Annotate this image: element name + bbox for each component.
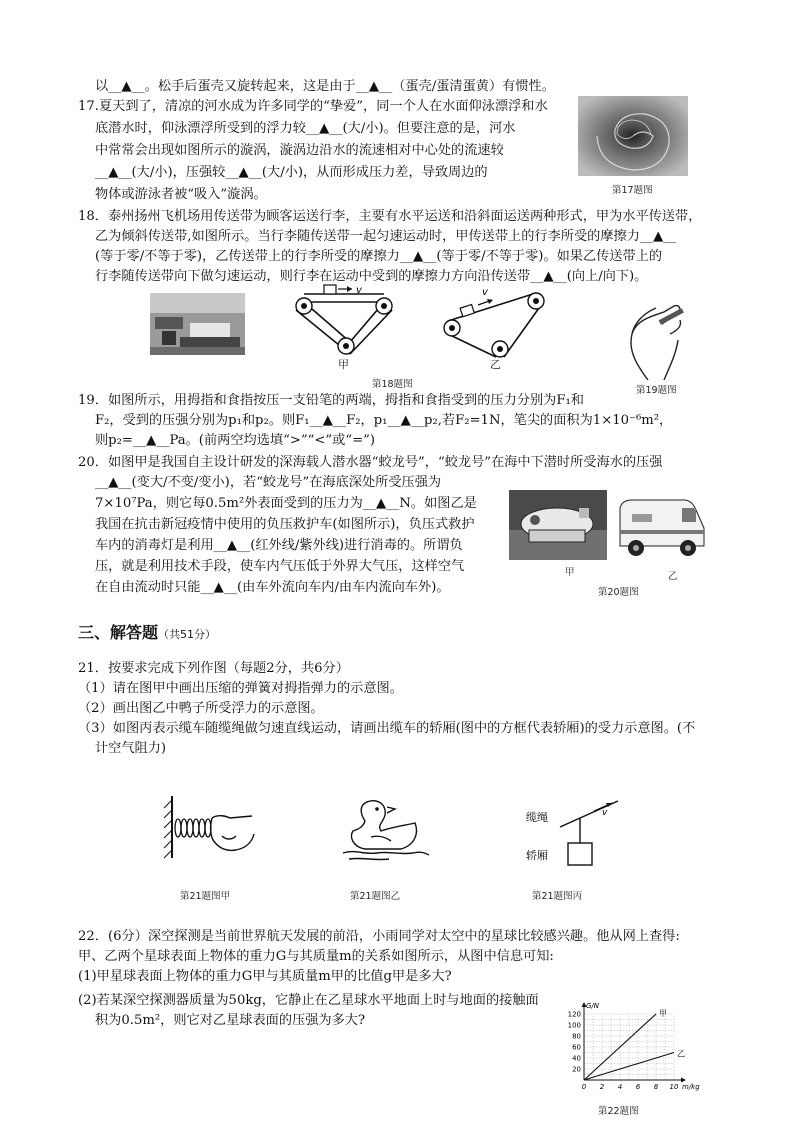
x-tick-label: 6 [635, 1083, 641, 1091]
q17-line: 17.夏天到了，清凉的河水成为许多同学的“挚爱”，同一个人在水面仰泳漂浮和水 [78, 99, 548, 114]
fig21-bing-caption: 第21题图丙 [532, 891, 583, 902]
q20-line: __▲__(变大/不变/变小)，若“蛟龙号”在海底深处所受压强为 [95, 475, 442, 490]
conveyor-jia-diagram [290, 282, 400, 364]
q16-continuation: 以__▲__。松手后蛋壳又旋转起来，这是由于__▲__（蛋壳/蛋清蛋黄）有惯性。 [95, 79, 555, 94]
g-m-chart [560, 998, 708, 1098]
fig21-yi-caption: 第21题图乙 [350, 891, 401, 902]
q22-line: (1)甲星球表面上物体的重力G甲与其质量m甲的比值g甲是多大? [78, 969, 452, 984]
q20-line: 7×10⁷Pa，则它每0.5m²外表面受到的压力为__▲__N。如图乙是 [95, 496, 477, 511]
q19-line: 则p₂=__▲__Pa。(前两空均选填“>”“<”或“=”) [95, 433, 376, 448]
q21-line: 计空气阻力) [95, 741, 167, 756]
q22-line: 积为0.5m²，则它对乙星球表面的压强为多大? [95, 1013, 366, 1028]
jiaolong-submersible-photo [509, 490, 607, 560]
q22-line: 甲、乙两个星球表面上物体的重力G与其质量m的关系如图所示，从图中信息可知: [78, 949, 554, 964]
q18-line: 乙为倾斜传送带,如图所示。当行李随传送带一起匀速运动时，甲传送带上的行李所受的摩擦力__▲__ [95, 229, 677, 244]
q17-line: 中常常会出现如图所示的漩涡，漩涡边沿水的流速相对中心处的流速较 [95, 143, 504, 158]
q21-line: （3）如图丙表示缆车随缆绳做匀速直线运动，请画出缆车的轿厢(图中的方框代表轿厢)的受力示意图。(不 [78, 721, 696, 736]
q20-line: 压，就是利用技术手段，使车内气压低于外界大气压，这样空气 [95, 559, 465, 574]
cable-label: 缆绳 [526, 811, 548, 824]
q19-line: 19．如图所示，用拇指和食指按压一支铅笔的两端，拇指和食指受到的压力分别为F₁和 [78, 393, 584, 408]
section-title [78, 620, 216, 643]
q20-line: 20．如图甲是我国自主设计研发的深海载人潜水器“蛟龙号”，“蛟龙号”在海中下潜时所受海水的压强 [78, 455, 663, 470]
y-tick-label: 100 [567, 1021, 581, 1030]
fig19-caption: 第19题图 [636, 385, 677, 396]
whirlpool-photo [578, 96, 688, 176]
cabin-label: 轿厢 [526, 849, 548, 862]
q21-line: 21．按要求完成下列作图（每题2分，共6分） [78, 661, 349, 676]
x-axis-label: m/kg [682, 1083, 700, 1091]
x-tick-label: 8 [653, 1083, 659, 1091]
duck-drawing [335, 793, 433, 865]
v-label: v [602, 808, 608, 818]
q20-line: 车内的消毒灯是利用__▲__(红外线/紫外线)进行消毒的。所谓负 [95, 538, 463, 553]
q18-line: (等于零/不等于零)，乙传送带上的行李所受的摩擦力__▲__(等于零/不等于零)。如果乙传送带上的 [95, 249, 663, 264]
g-m-chart-svg [560, 998, 708, 1098]
q17-line: __▲__(大/小)，压强较__▲__(大/小)，从而形成压力差，导致周边的 [95, 165, 488, 180]
q20-line: 在自由流动时只能__▲__(由车外流向车内/由车内流向车外)。 [95, 580, 450, 595]
x-tick-label: 10 [669, 1083, 679, 1091]
fig17-caption: 第17题图 [612, 185, 653, 196]
q18-line: 18．泰州扬州飞机场用传送带为顾客运送行李，主要有水平运送和沿斜面运送两种形式，甲为水平传送带， [78, 209, 702, 224]
section-score: （共51分） [158, 628, 217, 641]
fig18-jia-label: 甲 [338, 358, 349, 371]
cable-car-diagram [520, 795, 620, 869]
fig20-yi-label: 乙 [668, 571, 678, 582]
q17-line: 底潜水时，仰泳漂浮所受到的浮力较__▲__(大/小)。但要注意的是，河水 [95, 121, 516, 136]
section-title-text: 三、解答题 [78, 623, 159, 642]
spring-thumb-drawing [160, 792, 260, 864]
y-tick-label: 20 [572, 1065, 581, 1074]
q22-line: (2)若某深空探测器质量为50kg，它静止在乙星球水平地面上时与地面的接触面 [78, 993, 539, 1008]
q22-line: 22．(6分）深空探测是当前世界航天发展的前沿，小雨同学对太空中的星球比较感兴趣。他从网上查得: [78, 929, 680, 944]
y-axis-label: G/N [586, 1002, 600, 1010]
v-label: v [482, 287, 488, 298]
y-tick-label: 40 [572, 1054, 581, 1063]
v-label: v [356, 285, 362, 296]
x-tick-label: 0 [581, 1083, 587, 1091]
q21-line: （1）请在图甲中画出压缩的弹簧对拇指弹力的示意图。 [78, 681, 403, 696]
q18-line: 行李随传送带向下做匀速运动，则行李在运动中受到的摩擦力方向沿传送带__▲__(向上/向下)。 [95, 269, 648, 284]
fig21-jia-caption: 第21题图甲 [180, 891, 231, 902]
x-tick-label: 4 [617, 1083, 623, 1091]
series-label: 乙 [677, 1049, 685, 1059]
fig18-caption: 第18题图 [372, 379, 413, 390]
conveyor-yi-diagram [442, 283, 552, 363]
y-tick-label: 60 [572, 1043, 581, 1052]
q21-line: （2）画出图乙中鸭子所受浮力的示意图。 [78, 701, 324, 716]
fig20-caption: 第20题图 [598, 587, 639, 598]
y-tick-label: 80 [572, 1032, 581, 1041]
y-tick-label: 120 [567, 1010, 581, 1019]
fig22-caption: 第22题图 [598, 1106, 639, 1117]
fig18-yi-label: 乙 [490, 358, 501, 371]
hand-pencil-drawing [618, 294, 698, 380]
x-tick-label: 2 [599, 1083, 605, 1091]
q19-line: F₂，受到的压强分别为p₁和p₂。则F₁__▲__F₂，p₁__▲__p₂,若F₂=1N，笔尖的面积为1×10⁻⁶m²， [95, 413, 673, 428]
series-label: 甲 [659, 1009, 667, 1018]
q17-line: 物体或游泳者被“吸入”漩涡。 [95, 187, 267, 202]
x-axis-arrow [681, 1078, 686, 1083]
fig20-jia-label: 甲 [565, 567, 575, 578]
q20-line: 我国在抗击新冠疫情中使用的负压救护车(如图所示)，负压式救护 [95, 517, 475, 532]
airport-belt-photo [150, 293, 245, 355]
negative-pressure-ambulance-photo [612, 488, 708, 564]
